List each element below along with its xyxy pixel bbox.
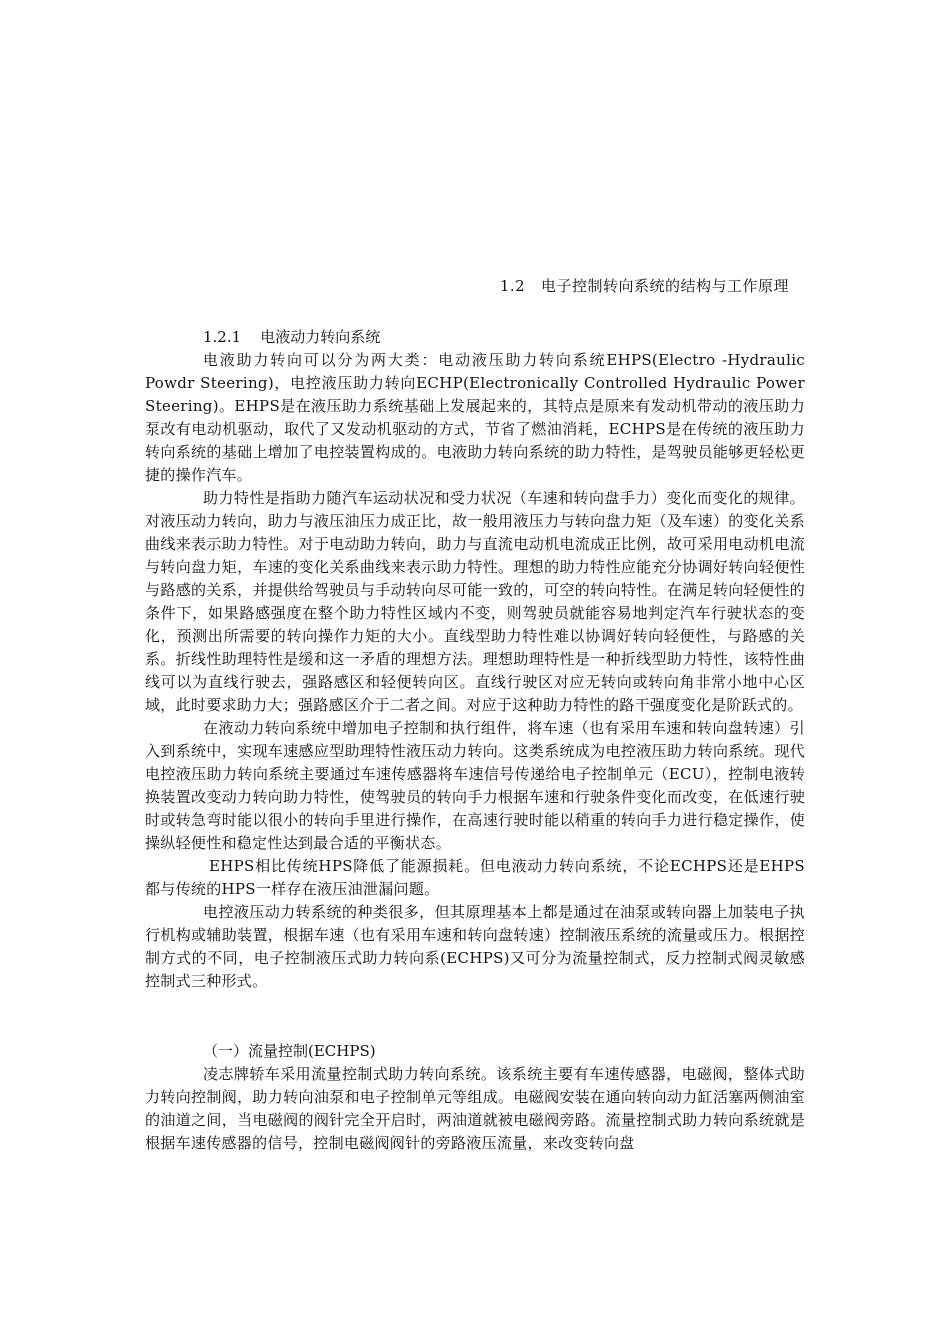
- blank-space: [145, 993, 805, 1039]
- paragraph: 凌志牌轿车采用流量控制式助力转向系统。该系统主要有车速传感器，电磁阀，整体式助力转向控制阀，助力转向油泵和电子控制单元等组成。电磁阀安装在通向转向动力缸活塞两侧油室的油道之间，当电磁阀的阀针完全开启时，两油道就被电磁阀旁路。流量控制式助力转向系统就是根据车速传感器的信号，控制电磁阀阀针的旁路液压流量，来改变转向盘: [145, 1065, 805, 1152]
- subsection-heading: 1.2.1 电液动力转向系统: [203, 328, 381, 346]
- paragraph: 在液动力转向系统中增加电子控制和执行组件，将车速（也有采用车速和转向盘转速）引入到系统中，实现车速感应型助理特性液压动力转向。这类系统成为电控液压助力转向系统。现代电控液压助力转向系统主要通过车速传感器将车速信号传递给电子控制单元（ECU），控制电液转换装置改变动力转向助力特性，使驾驶员的转向手力根据车速和行驶条件变化而改变，在低速行驶时或转急弯时能以很小的转向手里进行操作，在高速行驶时能以稍重的转向手力进行稳定操作，使操纵轻便性和稳定性达到最合适的平衡状态。: [145, 719, 805, 852]
- flow-control-heading: （一）流量控制(ECHPS): [203, 1042, 376, 1060]
- paragraph: EHPS相比传统HPS降低了能源损耗。但电液动力转向系统，不论ECHPS还是EHPS都与传统的HPS一样存在液压油泄漏问题。: [145, 857, 805, 898]
- body-text: [145, 325, 805, 1155]
- paragraph: 电控液压动力转系统的种类很多，但其原理基本上都是通过在油泵或转向器上加装电子执行机构或辅助装置，根据车速（也有采用车速和转向盘转速）控制液压系统的流量或压力。根据控制方式的不同，电子控制液压式助力转向系(ECHPS)又可分为流量控制式，反力控制式阀灵敏感控制式三种形式。: [145, 903, 805, 990]
- paragraph: 电液助力转向可以分为两大类：电动液压助力转向系统EHPS(Electro -Hydraulic Powdr Steering)，电控液压助力转向ECHP(Electronically Controlled Hydraulic Power Steering)。EHPS是在液压助力系统基础上发展起来的，其特点是原来有发动机带动的液压助力泵改有电动机驱动，取代了又发动机驱动的方式，节省了燃油消耗，ECHPS是在传统的液压助力转向系统的基础上增加了电控装置构成的。电液助力转向系统的助力特性，是驾驶员能够更轻松更捷的操作汽车。: [145, 351, 805, 484]
- section-heading: 1.2 电子控制转向系统的结构与工作原理: [499, 277, 789, 295]
- paragraph: 助力特性是指助力随汽车运动状况和受力状况（车速和转向盘手力）变化而变化的规律。对液压动力转向，助力与液压油压力成正比，故一般用液压力与转向盘力矩（及车速）的变化关系曲线来表示助力特性。对于电动助力转向，助力与直流电动机电流成正比例，故可采用电动机电流与转向盘力矩，车速的变化关系曲线来表示助力特性。理想的助力特性应能充分协调好转向轻便性与路感的关系，并提供给驾驶员与手动转向尽可能一致的，可空的转向特性。在满足转向轻便性的条件下，如果路感强度在整个助力特性区域内不变，则驾驶员就能容易地判定汽车行驶状态的变化，预测出所需要的转向操作力矩的大小。直线型助力特性难以协调好转向轻便性，与路感的关系。折线性助理特性是缓和这一矛盾的理想方法。理想助理特性是一种折线型助力特性，该特性曲线可以为直线行驶去，强路感区和轻便转向区。直线行驶区对应无转向或转向角非常小地中心区域，此时要求助力大；强路感区介于二者之间。对应于这种助力特性的路干强度变化是阶跃式的。: [145, 489, 805, 714]
